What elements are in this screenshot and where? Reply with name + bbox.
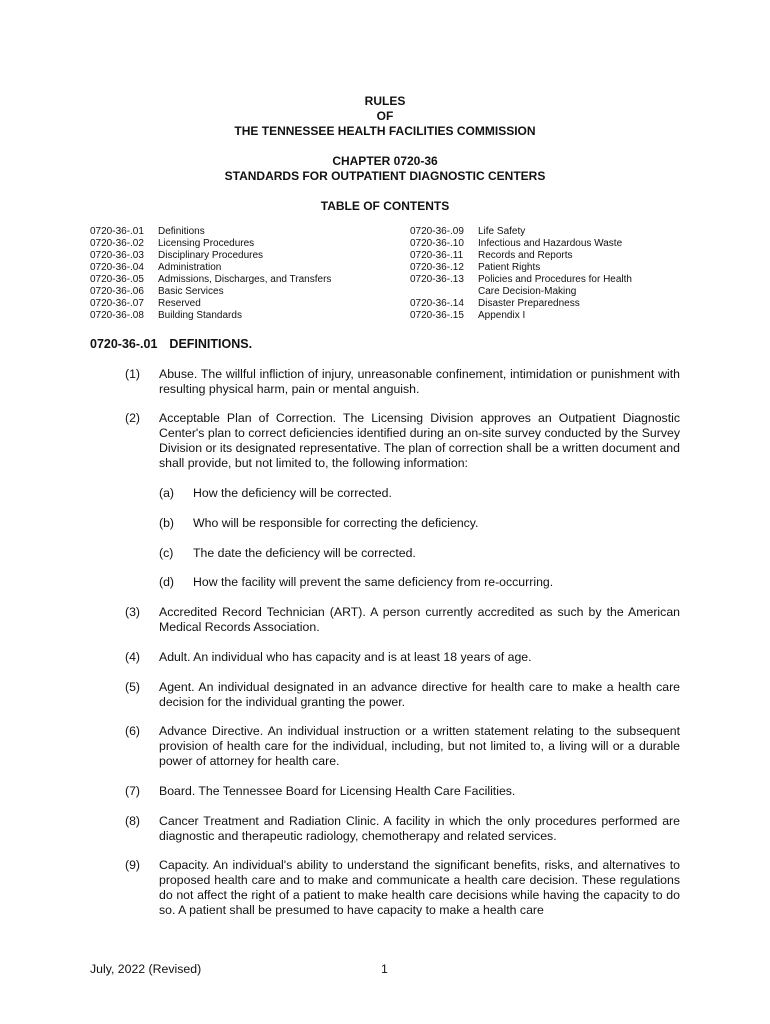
sub-item-text: Who will be responsible for correcting the deficiency. xyxy=(193,516,479,530)
footer-date: July, 2022 (Revised) xyxy=(90,962,202,976)
item-number: (1) xyxy=(125,367,141,381)
sub-item-letter: (b) xyxy=(159,516,175,530)
definition-item xyxy=(125,411,680,471)
sub-item xyxy=(159,575,553,590)
toc-entry: 0720-36-.03 Disciplinary Procedures xyxy=(90,250,264,261)
toc-entry: 0720-36-.04 Administration xyxy=(90,262,222,273)
sub-item xyxy=(159,516,478,531)
sub-item-text: How the deficiency will be corrected. xyxy=(193,486,392,500)
toc-entry: 0720-36-.02 Licensing Procedures xyxy=(90,238,255,249)
item-text: Agent. An individual designated in an advance directive for health care to make a health care decision for the individual granting the power. xyxy=(159,680,680,709)
toc-entry: 0720-36-.01 Definitions xyxy=(90,226,205,237)
item-number: (2) xyxy=(125,411,141,425)
toc-entry-continued: Care Decision-Making xyxy=(478,286,577,297)
toc-right-column xyxy=(410,226,632,322)
section-title: DEFINITIONS. xyxy=(169,337,253,351)
sub-item-letter: (a) xyxy=(159,486,175,500)
definition-item xyxy=(125,784,680,799)
toc-entry: 0720-36-.08 Building Standards xyxy=(90,310,242,321)
toc-entry: 0720-36-.12 Patient Rights xyxy=(410,262,541,273)
toc-heading: TABLE OF CONTENTS xyxy=(320,199,450,213)
toc-entry: 0720-36-.07 Reserved xyxy=(90,298,201,309)
toc-entry: 0720-36-.09 Life Safety xyxy=(410,226,526,237)
definition-item xyxy=(125,367,680,397)
title-commission: THE TENNESSEE HEALTH FACILITIES COMMISSION xyxy=(234,124,536,138)
sub-item xyxy=(159,486,392,501)
item-number: (3) xyxy=(125,605,141,619)
toc-entry: 0720-36-.11 Records and Reports xyxy=(410,250,573,261)
section-number: 0720-36-.01 xyxy=(90,337,158,351)
sub-item xyxy=(159,546,416,561)
item-text: Board. The Tennessee Board for Licensing Health Care Facilities. xyxy=(159,784,516,798)
item-text: Cancer Treatment and Radiation Clinic. A facility in which the only procedures performed are diagnostic and therapeutic radiology, chemotherapy and related services. xyxy=(159,814,680,843)
definition-item xyxy=(125,858,680,918)
definition-item xyxy=(125,724,680,769)
item-text: Abuse. The willful infliction of injury, unreasonable confinement, intimidation or punishment with resulting physical harm, pain or mental anguish. xyxy=(159,367,680,396)
title-rules: RULES xyxy=(364,94,406,108)
item-text: Acceptable Plan of Correction. The Licensing Division approves an Outpatient Diagnostic Center's plan to correct deficiencies identified during an on-site survey conducted by the Survey Division or its designated representative. The plan of correction shall be a written document and shall provide, but not limited to, the following information: xyxy=(159,411,680,470)
chapter-number: CHAPTER 0720-36 xyxy=(332,154,438,168)
title-of: OF xyxy=(376,109,394,123)
definition-item xyxy=(125,605,680,635)
chapter-subtitle: STANDARDS FOR OUTPATIENT DIAGNOSTIC CENTERS xyxy=(224,169,546,183)
item-number: (7) xyxy=(125,784,141,798)
item-number: (4) xyxy=(125,650,141,664)
toc-entry: 0720-36-.10 Infectious and Hazardous Waste xyxy=(410,238,623,249)
section-heading xyxy=(90,337,252,351)
sub-item-text: The date the deficiency will be corrected. xyxy=(193,546,416,560)
item-number: (5) xyxy=(125,680,141,694)
definition-item xyxy=(125,650,680,665)
definition-item xyxy=(125,680,680,710)
sub-item-letter: (c) xyxy=(159,546,174,560)
page-number: 1 xyxy=(381,962,388,976)
toc-entry: 0720-36-.13 Policies and Procedures for Health xyxy=(410,274,632,285)
sub-item-letter: (d) xyxy=(159,575,175,589)
toc-entry: 0720-36-.05 Admissions, Discharges, and Transfers xyxy=(90,274,332,285)
toc-entry: 0720-36-.06 Basic Services xyxy=(90,286,224,297)
item-text: Adult. An individual who has capacity and is at least 18 years of age. xyxy=(159,650,532,664)
sub-item-text: How the facility will prevent the same deficiency from re-occurring. xyxy=(193,575,554,589)
item-text: Accredited Record Technician (ART). A person currently accredited as such by the American Medical Records Association. xyxy=(159,605,680,634)
definition-item xyxy=(125,814,680,844)
item-number: (8) xyxy=(125,814,141,828)
item-text: Capacity. An individual's ability to understand the significant benefits, risks, and alternatives to proposed health care and to make and communicate a health care decision. These regulations do not affect the right of a patient to make health care decisions while having the capacity to do so. A patient shall be presumed to have capacity to make a health care xyxy=(159,858,680,917)
toc-left-column xyxy=(90,226,331,322)
item-number: (6) xyxy=(125,724,141,738)
item-number: (9) xyxy=(125,858,141,872)
toc-entry: 0720-36-.14 Disaster Preparedness xyxy=(410,298,580,309)
item-text: Advance Directive. An individual instruction or a written statement relating to the subsequent provision of health care for the individual, including, but not limited to, a living will or a durable power of attorney for health care. xyxy=(159,724,680,768)
toc-entry: 0720-36-.15 Appendix I xyxy=(410,310,526,321)
